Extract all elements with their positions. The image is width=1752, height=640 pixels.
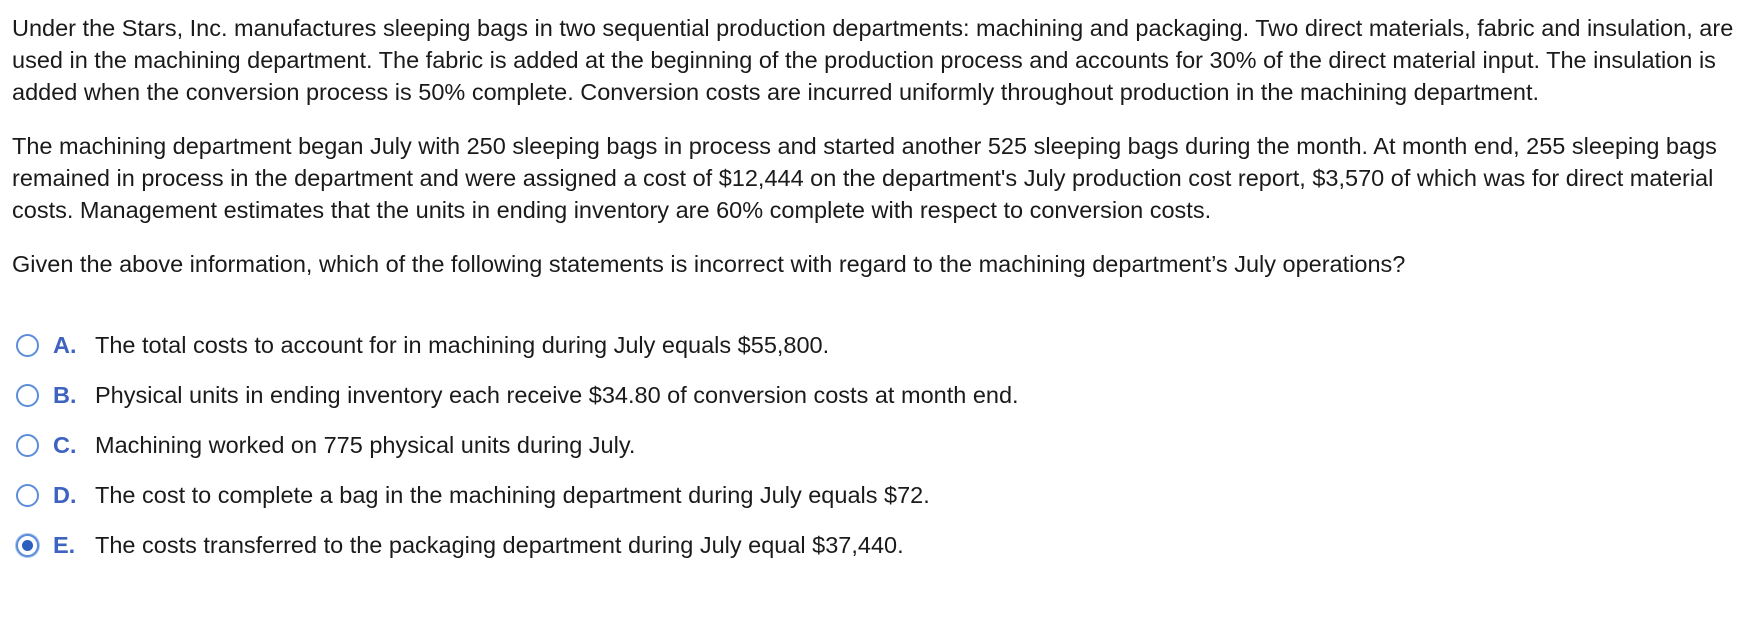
option-text: Machining worked on 775 physical units during July. (95, 431, 636, 458)
option-letter: A. (53, 331, 77, 358)
option-a[interactable] (12, 320, 1738, 370)
answer-options (12, 320, 1738, 570)
option-letter: D. (53, 481, 77, 508)
option-text: The cost to complete a bag in the machining department during July equals $72. (95, 481, 930, 508)
option-letter: E. (53, 531, 76, 558)
option-letter: C. (53, 431, 77, 458)
option-b[interactable] (12, 370, 1738, 420)
radio-button-e[interactable] (16, 534, 39, 557)
option-text: Physical units in ending inventory each receive $34.80 of conversion costs at month end. (95, 381, 1019, 408)
option-d[interactable] (12, 470, 1738, 520)
radio-dot-icon (22, 540, 33, 551)
option-letter: B. (53, 381, 77, 408)
problem-paragraph-2: The machining department began July with 250 sleeping bags in process and started another 525 sleeping bags during the month. At month end, 255 sleeping bags remained in process in the department and were assigned a cost of $12,444 on the department's July production cost report, $3,570 of which was for direct material costs. Management estimates that the units in ending inventory are 60% complete with respect to conversion costs. (12, 133, 1717, 223)
radio-button-c[interactable] (16, 434, 39, 457)
problem-paragraph-1: Under the Stars, Inc. manufactures sleeping bags in two sequential production departments: machining and packaging. Two direct materials, fabric and insulation, are used in the machining department. The fabric is added at the beginning of the production process and accounts for 30% of the direct material input. The insulation is added when the conversion process is 50% complete. Conversion costs are incurred uniformly throughout production in the machining department. (12, 15, 1734, 105)
radio-button-a[interactable] (16, 334, 39, 357)
option-e[interactable] (12, 520, 1738, 570)
question-prompt: Given the above information, which of the following statements is incorrect with regard to the machining department’s July operations? (12, 251, 1406, 277)
option-text: The costs transferred to the packaging department during July equal $37,440. (95, 531, 904, 558)
option-c[interactable] (12, 420, 1738, 470)
radio-button-d[interactable] (16, 484, 39, 507)
radio-button-b[interactable] (16, 384, 39, 407)
option-text: The total costs to account for in machining during July equals $55,800. (95, 331, 830, 358)
